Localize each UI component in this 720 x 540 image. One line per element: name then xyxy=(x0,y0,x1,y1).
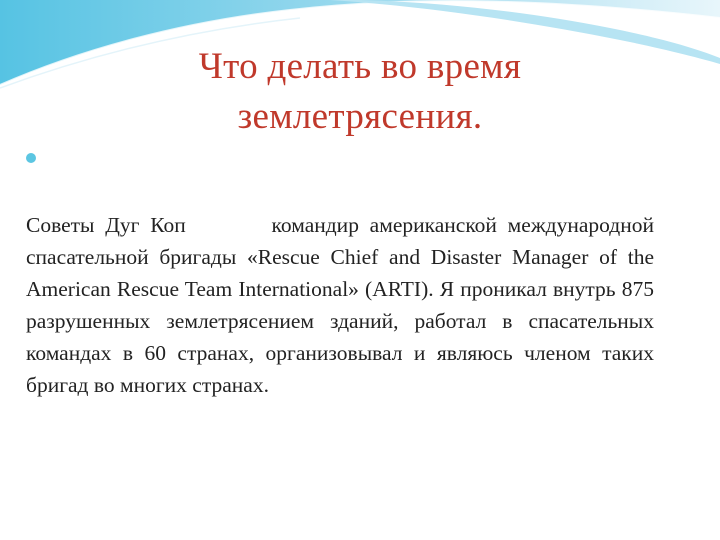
bullet-dot-icon xyxy=(26,153,36,163)
slide-title: Что делать во время землетрясения. xyxy=(198,46,522,137)
body-lead: Советы Дуг Коп xyxy=(26,213,186,237)
slide-body-paragraph xyxy=(26,209,654,401)
body-text: командир американской международной спасательной бригады «Rescue Chief and Disaster Manager of the American Rescue Team International» (ARTI). Я проникал внутрь 875 разрушенных землетрясением зданий, работал в спасательных командах в 60 странах, организовывал и являюсь членом таких бригад во многих странах. xyxy=(26,213,654,397)
